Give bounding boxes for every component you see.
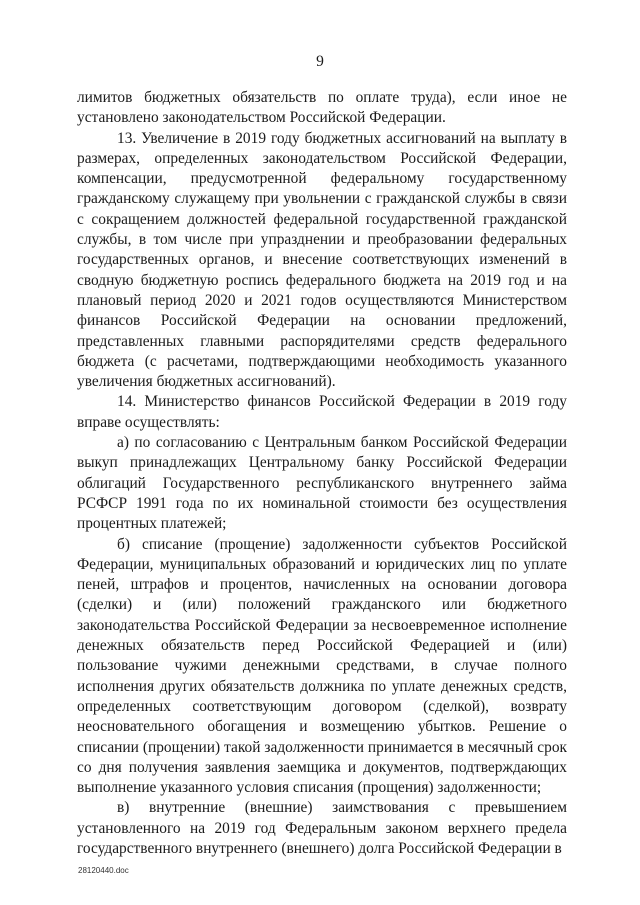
document-file-code: 28120440.doc (78, 866, 129, 875)
subparagraph-v: в) внутренние (внешние) заимствования с превышением установленного на 2019 год Федеральным законом верхнего предела государственного внутреннего (внешнего) долга Российской Федерации в (77, 799, 567, 857)
document-body (77, 88, 567, 859)
paragraph-continuation: лимитов бюджетных обязательств по оплате труда), если иное не установлено законодательством Российской Федерации. (77, 89, 567, 127)
subparagraph-b: б) списание (прощение) задолженности субъектов Российской Федерации, муниципальных образований и юридических лиц по уплате пеней, штрафов и процентов, начисленных на основании договора (сделки) и (или) положений гражданского или бюджетного законодательства Российской Федерации за несвоевременное исполнение денежных обязательств перед Российской Федерацией и (или) пользование чужими денежными средствами, в случае полного исполнения других обязательств должника по уплате денежных средств, определенных соответствующим договором (сделкой), возврату неосновательного обогащения и возмещению убытков. Решение о списании (прощении) такой задолженности принимается в месячный срок со дня получения заявления заемщика и документов, подтверждающих выполнение указанного условия списания (прощения) задолженности; (77, 535, 567, 797)
paragraph-13: 13. Увеличение в 2019 году бюджетных ассигнований на выплату в размерах, определенных законодательством Российской Федерации, компенсации, предусмотренной федеральному государственному гражданскому служащему при увольнении с гражданской службы в связи с сокращением должностей федеральной государственной гражданской службы, в том числе при упразднении и преобразовании федеральных государственных органов, и внесение соответствующих изменений в сводную бюджетную роспись федерального бюджета на 2019 год и на плановый период 2020 и 2021 годов осуществляются Министерством финансов Российской Федерации на основании предложений, представленных главными распорядителями средств федерального бюджета (с расчетами, подтверждающими необходимость указанного увеличения бюджетных ассигнований). (77, 129, 567, 391)
subparagraph-a: а) по согласованию с Центральным банком Российской Федерации выкуп принадлежащих Центральному банку Российской Федерации облигаций Государственного республиканского внутреннего займа РСФСР 1991 года по их номинальной стоимости без осуществления процентных платежей; (77, 434, 567, 533)
page-number: 9 (316, 53, 324, 70)
paragraph-14: 14. Министерство финансов Российской Федерации в 2019 году вправе осуществлять: (77, 393, 567, 431)
